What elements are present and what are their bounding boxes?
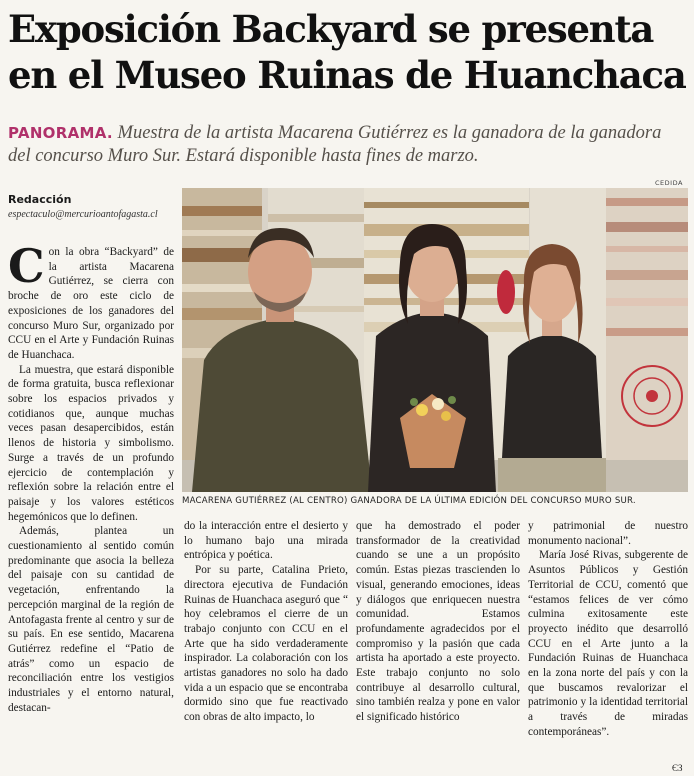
paragraph: y patrimonial de nuestro monumento nacional”. [528,520,688,547]
body-column-2 [184,519,348,725]
red-tassel [497,270,515,314]
photo-illustration [182,188,688,492]
paragraph: que ha demostrado el poder transformador de la creatividad cuando se une a un propósito común. Estas piezas trascienden lo visual, generando emociones, ideas y diálogos que enriquecen nuestra comunidad. Estamos profundamente agradecidos por el compromiso y la pasión que cada artista ha aportado a este proyecto. Este trabajo conjunto no solo contribuye al desarrollo cultural, sino también realza y pone en valor el significado histórico [356,520,520,724]
paragraph: María José Rivas, subgerente de Asuntos Públicos y Gestión Territorial de CCU, comentó que “estamos felices de ver cómo culmina exitosamente este proyecto inédito que desarrolló CCU en el Arte junto a la Fundación Ruinas de Huanchaca en la zona norte del país y con la que buscamos revalorizar el patrimonio y la identidad territorial a través de miradas contemporáneas”. [528,549,688,738]
lead-paragraph [8,122,688,168]
body-column-1 [8,239,174,716]
end-mark: ЄЗ [672,763,683,773]
paragraph: Además, plantea un cuestionamiento al sentido común predominante que asocia la belleza del paisaje con su cantidad de vegetación, enfrentando la percepción marginal de la región de Antofagasta frente al centro y sur de su país. En ese sentido, Macarena Gutiérrez redefine el “Patio de atrás” como un espacio de reconciliación entre los vestigios industriales y el entorno natural, destacan- [8,525,174,714]
article-photo [182,188,688,492]
body-column-3 [356,519,520,725]
paragraph: do la interacción entre el desierto y lo humano bajo una mirada entrópica y poética. [184,520,348,562]
paragraph: Por su parte, Catalina Prieto, directora ejecutiva de Fundación Ruinas de Huanchaca aseguró que “ hoy celebramos el cierre de un trabajo conjunto con CCU en el Arte que ha sido verdaderamente inspirador. La colaboración con los artistas ganadores no solo ha dado vida a un espacio que se encontraba dormido sino que fue reactivado con obras de alto impacto, lo [184,564,348,724]
photo-credit: CEDIDA [655,179,683,187]
lead-text: Muestra de la artista Macarena Gutiérrez es la ganadora de la ganadora del concurso Muro Sur. Estará disponible hasta fines de marzo. [8,123,662,166]
byline-author: Redacción [8,193,72,206]
dropcap: C [8,239,45,293]
section-tag: PANORAMA. [8,124,113,142]
photo-caption: MACARENA GUTIÉRREZ (AL CENTRO) GANADORA DE LA ÚLTIMA EDICIÓN DEL CONCURSO MURO SUR. [182,496,636,506]
paragraph: La muestra, que estará disponible de forma gratuita, busca reflexionar sobre los espacios privados y cotidianos que, aunque muchas veces pasan desapercibidos, están llenos de historia y simbolismo. Surge a través de un profundo ejercicio de contemplación y reflexión sobre la relación entre el paisaje y los valores estéticos hegemónicos que lo definen. [8,363,174,523]
body-column-4 [528,519,688,740]
headline: Exposición Backyard se presenta en el Museo Ruinas de Huanchaca [8,7,686,97]
paragraph: on la obra “Backyard” de la artista Macarena Gutiérrez, se cierra con broche de oro este ciclo de exposiciones de los ganadores del concurso Muro Sur, organizado por CCU en el Arte y Fundación Ruinas de Huanchaca. [8,246,174,361]
byline-email: espectaculo@mercurioantofagasta.cl [8,209,158,220]
